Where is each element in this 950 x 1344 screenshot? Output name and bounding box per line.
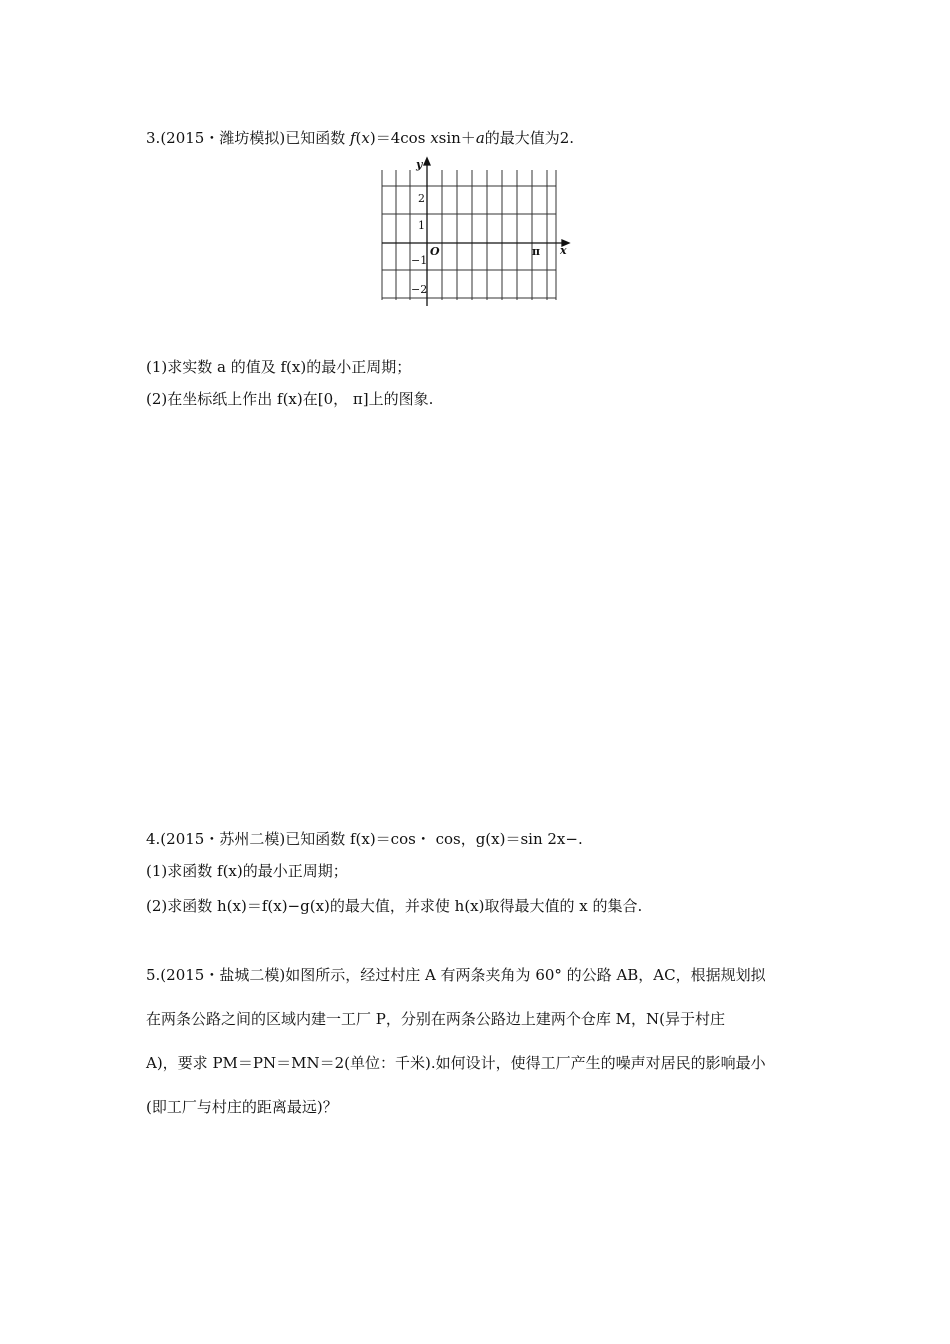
problem-3-question-2: (2)在坐标纸上作出 f(x)在[0， π]上的图象.: [146, 390, 434, 408]
paren-close: ): [369, 129, 376, 147]
problem-3-source: (2015・潍坊模拟): [160, 129, 286, 147]
x-axis-label: x: [560, 244, 567, 257]
variable-x-2: x: [430, 129, 439, 147]
problem-5-line-4: (即工厂与村庄的距离最远)？: [146, 1098, 338, 1116]
problem-5-line-2: 在两条公路之间的区域内建一工厂 P，分别在两条公路边上建两个仓库 M，N(异于村庄: [146, 1010, 725, 1028]
coordinate-grid: [378, 156, 574, 306]
paren-open: (: [355, 129, 362, 147]
coordinate-grid-svg: [378, 156, 574, 306]
tick-label-neg2: −2: [411, 283, 428, 296]
y-axis-label: y: [416, 158, 423, 171]
tick-label-neg1: −1: [411, 254, 428, 267]
variable-a: a: [475, 129, 485, 147]
problem-3-stem: [146, 128, 574, 148]
problem-3-stem-pre: 已知函数: [285, 129, 350, 147]
problem-3-question-1: (1)求实数 a 的值及 f(x)的最小正周期；: [146, 358, 412, 376]
problem-5-line-1: 5.(2015・盐城二模)如图所示，经过村庄 A 有两条夹角为 60° 的公路 AB，AC，根据规划拟: [146, 966, 766, 984]
origin-label: O: [430, 245, 440, 258]
problem-3-stem-sin: sin＋: [438, 129, 476, 147]
function-f: f: [349, 129, 356, 147]
problem-4-question-2: (2)求函数 h(x)＝f(x)−g(x)的最大值，并求使 h(x)取得最大值的 x 的集合.: [146, 897, 643, 915]
variable-x: x: [361, 129, 370, 147]
y-axis-arrow: [424, 158, 430, 165]
grid-lines: [382, 170, 556, 300]
problem-3-stem-mid: ＝4cos: [375, 129, 431, 147]
problem-4-question-1: (1)求函数 f(x)的最小正周期；: [146, 862, 348, 880]
pi-label: π: [532, 245, 541, 258]
problem-5-line-3: A)，要求 PM＝PN＝MN＝2(单位：千米).如何设计，使得工厂产生的噪声对居民的影响最小: [146, 1054, 766, 1072]
problem-4-stem: 4.(2015・苏州二模)已知函数 f(x)＝cos・ cos，g(x)＝sin 2x−.: [146, 830, 583, 848]
tick-label-2: 2: [418, 192, 425, 205]
problem-3-stem-post: 的最大值为2.: [484, 129, 575, 147]
tick-label-1: 1: [418, 219, 425, 232]
problem-3-number: 3.: [146, 129, 161, 147]
